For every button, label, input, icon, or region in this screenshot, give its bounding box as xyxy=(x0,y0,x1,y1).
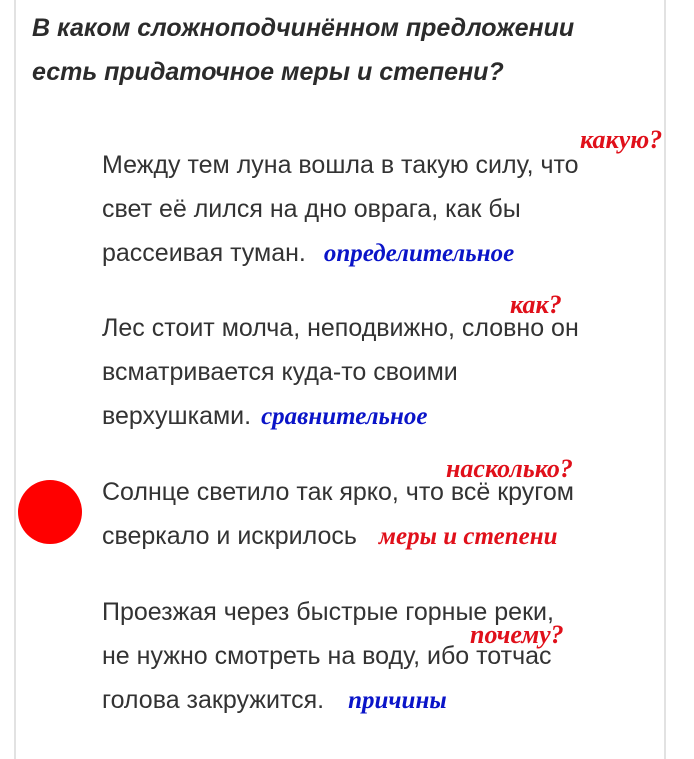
option-2-line-3: верхушками. сравнительное xyxy=(102,402,428,430)
question-line-1: В каком сложноподчинённом предложении xyxy=(32,14,575,42)
option-4-type-label: причины xyxy=(348,687,447,714)
option-4-line-1: Проезжая через быстрые горные реки, xyxy=(102,598,554,626)
question-title xyxy=(32,6,652,94)
option-1-line-2: свет её лился на дно оврага, как бы xyxy=(102,195,521,223)
option-4-line-2: не нужно смотреть на воду, ибо тотчас xyxy=(102,642,552,670)
option-1-line-1: Между тем луна вошла в такую силу, что xyxy=(102,151,579,179)
option-3-line-2: сверкало и искрилось меры и степени xyxy=(102,522,558,550)
question-line-2: есть придаточное меры и степени? xyxy=(32,58,504,86)
answer-option-1[interactable] xyxy=(102,143,662,276)
option-1-type-label: определительное xyxy=(323,240,515,267)
option-2-question-word: как? xyxy=(510,290,562,319)
selected-answer-marker[interactable] xyxy=(18,480,82,544)
option-3-line-1: Солнце светило так ярко, что всё кругом xyxy=(102,478,574,506)
option-2-line-2: всматривается куда-то своими xyxy=(102,358,458,386)
option-1-line-3: рассеивая туман. определительное xyxy=(102,239,515,267)
option-1-question-word: какую? xyxy=(580,125,663,154)
answer-option-4[interactable] xyxy=(102,590,662,723)
option-4-question-word: почему? xyxy=(470,620,564,649)
option-2-type-label: сравнительное xyxy=(261,403,428,430)
option-3-question-word: насколько? xyxy=(446,454,573,483)
answer-option-3[interactable] xyxy=(102,470,662,559)
option-4-line-3: голова закружится. причины xyxy=(102,686,447,714)
option-2-line-1: Лес стоит молча, неподвижно, словно он xyxy=(102,314,579,342)
answer-option-2[interactable] xyxy=(102,306,662,439)
option-3-type-label: меры и степени xyxy=(378,523,558,550)
